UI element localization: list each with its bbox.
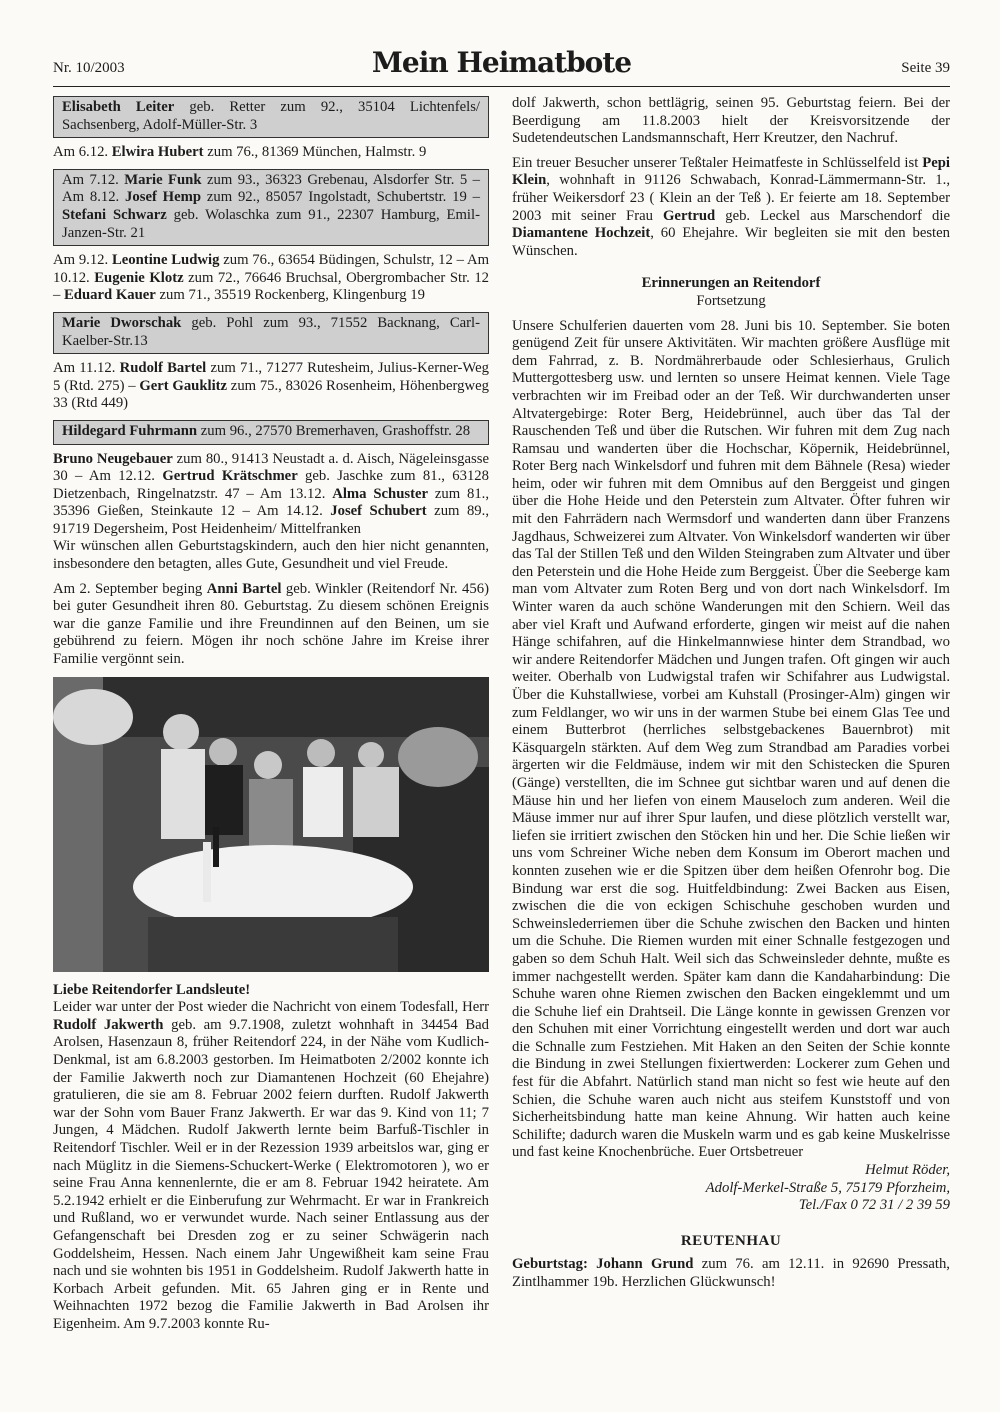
birthday-entry: Am 9.12. Leontine Ludwig zum 76., 63654 Büdingen, Schulstr, 12 – Am 10.12. Eugenie Klotz zum 72., 76646 Bruchsal, Obergrombacher Str. 12 – Eduard Kauer zum 71., 35519 Rockenberg, Klingenburg 19 [53,252,490,304]
family-photo [53,677,489,972]
anniversary-paragraph: Am 2. September beging Anni Bartel geb. Winkler (Reitendorf Nr. 456) bei guter Gesundheit ihren 80. Geburtstag. Zu diesem schönen Ereignis war die ganze Familie und ihre Freundinnen auf den Beinen, um sie gebührend zu feiern. Mögen ihr noch schöne Jahre im Kreise ihrer Familie vergönnt sein. [53,580,489,668]
article-subtitle: Fortsetzung [696,292,766,309]
wishes-paragraph: Wir wünschen allen Geburtstagskindern, auch den hier nicht genannten, insbesondere den betagten, alles Gute, Gesundheit und viel Freude. [53,538,489,573]
signature-phone: Tel./Fax 0 72 31 / 2 39 59 [798,1197,950,1214]
signature-address: Adolf-Merkel-Straße 5, 75179 Pforzheim, [705,1179,950,1196]
page-header [53,46,950,88]
signature-name: Helmut Röder, [865,1162,950,1179]
birthday-entry: Am 11.12. Rudolf Bartel zum 71., 71277 Rutesheim, Julius-Kerner-Weg 5 (Rtd. 275) – Gert Gauklitz zum 75., 83026 Rosenheim, Höhenbergweg 33 (Rtd 449) [53,360,489,412]
obituary-paragraph: Leider war unter der Post wieder die Nachricht von einem Todesfall, Herr Rudolf Jakwerth geb. am 9.7.1908, zuletzt wohnhaft in 34454 Bad Arolsen, Hasenzaun 8, früher Reitendorf 224, in der Nähe vom Kudlich-Denkmal, ist am 6.8.2003 gestorben. Im Heimatboten 2/2002 konnte ich der Familie Jakwerth noch zur Diamantenen Hochzeit (60 Ehejahre) gratulieren, die sie am 8. Februar 2002 feiern durften. Rudolf Jakwerth war der Sohn vom Bauer Franz Jakwerth. Er war das 9. Kind von 11; 7 Jungen, 4 Mädchen. Rudolf Jakwerth lernte beim Barfuß-Tischler in Reitendorf Tischler. Weil er in der Rezession 1939 arbeitslos war, ging er nach Müglitz in die Siemens-Schuckert-Werke ( Elektromotoren ), wo er seine Frau Anna kennenlernte, die er am 8. Februar 1942 heiratete. Am 5.2.1942 erhielt er die Einberufung zur Wehrmacht. Er war in Frankreich und Rußland, wo er verwundet wurde. Nach seiner Entlassung aus der Gefangenschaft bei Dresden zog er zu seiner Schwägerin nach Goddelsheim, Hessen. Nach einem Jahr Ungewißheit kam seine Frau nach und sie wohnten bis 1951 in Goddelsheim. Rudolf Jakwerth hatte in Korbach Arbeit gefunden. Mit. 65 Jahren ging er in Rente und Weihnachten 1972 bezog die Familie Jakwerth in Bad Arolsen ihr Eigenheim. Am 9.7.2003 konnte Ru- [53,999,489,1332]
article-title: Erinnerungen an Reitendorf [641,275,821,292]
page-number: Seite 39 [901,60,950,76]
birthday-entry: Bruno Neugebauer zum 80., 91413 Neustadt a. d. Aisch, Nägeleinsgasse 30 – Am 12.12. Gertrud Krätschmer geb. Jaschke zum 81., 63128 Dietzenbach, Ringelnatzstr. 47 – Am 13.12. Alma Schuster zum 81., 35396 Gießen, Steinkaute 12 – Am 14.12. Josef Schubert zum 89., 91719 Degersheim, Post Heidenheim/ Mittelfranken [53,450,490,537]
section-heading: REUTENHAU [680,1232,782,1249]
greeting-heading: Liebe Reitendorfer Landsleute! [53,981,251,998]
header-rule [53,86,950,87]
birthday-box: Elisabeth Leiter geb. Retter zum 92., 35104 Lichtenfels/ Sachsenberg, Adolf-Müller-Str. 3 [53,96,489,138]
left-column [53,96,489,1341]
issue-number: Nr. 10/2003 [53,60,125,76]
diamond-wedding-paragraph: Ein treuer Besucher unserer Teßtaler Heimatfeste in Schlüsselfeld ist Pepi Klein, wohnhaft in 91126 Schwabach, Konrad-Lämmermann-Str. 1., früher Weikersdorf 23 ( Klein an der Teß ). Er feierte am 18. September 2003 mit seiner Frau Gertrud geb. Leckel aus Marschendorf die Diamantene Hochzeit, 60 Ehejahre. Wir begleiten sie mit den besten Wünschen. [512,154,951,259]
birthday-entry: Geburtstag: Johann Grund zum 76. am 12.11. in 92690 Pressath, Zintlhammer 19b. Herzlichen Glückwunsch! [512,1256,950,1290]
right-column [512,95,950,1299]
obituary-continued: dolf Jakwerth, schon bettlägrig, seinen 95. Geburtstag feiern. Bei der Beerdigung am 11.8.2003 hielt der Kreisvorsitzende der Sudetendeutschen Landsmannschaft, Herr Kreutzer, den Nachruf. [512,95,950,147]
birthday-box: Marie Dworschak geb. Pohl zum 93., 71552 Backnang, Carl-Kaelber-Str.13 [53,312,489,354]
birthday-box: Am 7.12. Marie Funk zum 93., 36323 Grebenau, Alsdorfer Str. 5 – Am 8.12. Josef Hemp zum 92., 85057 Ingolstadt, Schubertstr. 19 – Stefani Schwarz geb. Wolaschka zum 91., 22307 Hamburg, Emil-Janzen-Str. 21 [53,169,489,246]
article-body: Unsere Schulferien dauerten vom 28. Juni bis 10. September. Sie boten genügend Zeit für unsere Aktivitäten. Wir machten größere Ausflüge mit dem Fahrrad, z. B. Nordmährerbaude oder Schlesierhaus, Grulich Muttergottesberg usw. und lernten so unsere Heimat kennen. Viele Tage verbrachten wir im Freibad oder an der Teß. Wir durchwanderten unser Altvatergebirge: Roter Berg, Heidebrünnel, auch über das Tal der Rauschenden Teß und über die Rutschen. Wir fuhren mit dem Zug nach Ramsau und wanderten über die Hochschar, Köpernik, Heidebrünnel, Roter Berg nach Winkelsdorf und fuhren mit dem Bähnele (Resa) wieder heim, oder wir fuhren mit dem Omnibus auf den Berggeist und gingen über die Hohe Heide und den Peterstein zum Altvater. Öfter fuhren wir mit den Fahrrädern nach Wermsdorf und wanderten dann über Franzens Jagdhaus, Schweizerei zum Altvater. Von Winkelsdorf wanderten wir über das Tal der Stillen Teß und den Wilden Steingraben zum Altvater und über den Peterstein und die Hohe Heide zum Berggeist. Über die Seeberge kam man vom Altvater zum Roten Berg und von dort nach Winkelsdorf. Im Winter waren da auch schöne Wanderungen mit den Schiern. Weil das aber viel Kraft und Aufwand erforderte, gingen wir meist auf die nahen Hänge schifahren, auf die Hinkelmannwiese hinter dem Strandbad, wo wir andere Reitendorfer Mädchen und Jungen trafen. Oft gingen wir auch weiter. Oberhalb von Ludwigstal trafen wir Schifahrer aus Ludwigstal. Über die Kuhstallwiese, vorbei am Kuhstall (Prosinger-Alm) gingen wir zum Feldlanger, wo wir uns in der warmen Stube bei einem Glas Tee und einem Butterbrot (herrliches selbstgebackenes Bauernbrot) mit Käsquargeln stärkten. Auf dem Weg zum Strandbad am Paradies vorbei ärgerten wir die Feldmäuse, indem wir mit den Schistecken die Spuren (Gänge) verstellten, die im Schnee gut sichtbar waren und auf denen die Mäuse hin und her liefen von einem Mauseloch zum anderen. Weil die Mäuse immer nur auf ihrer Spur laufen, und diese plötzlich verstellt war, liefen sie irritiert zwischen den Stöcken hin und her. Die Schie ließen wir uns vom Schreiner Wiche neben dem Konsum im Oberort machen und konnten zusehen wie er die Spitzen über dem heißen Ofenrohr bog. Die Bindung war erst die sog. Huitfeldbindung: Zwei Backen aus Eisen, zwischen die die von eckigen Schischuhe geschoben wurden und Schweinslederriemen über die Schuhe zwischen den Backen und hinten um die Schuhe. Die Riemen wurden mit einer Schnalle festgezogen und gaben so dem Schuh Halt. Weil sich das Schweinsleder dehnte, mußte es immer nachgestellt werden. Später kam dann die Kandaharbindung: Die Schuhe waren ohne Riemen zwischen den Backen eingeklemmt und um die Schuhe lief ein Drahtseil. Die Länge konnte in gewissen Grenzen vor den Schuhen mit einer Vorrichtung eingestellt werden und dort war auch die Schnalle zum Festziehen. Mit Haken an den Seiten der Schie konnte die Bindung in zwei Stellungen fixiertwerden: Lockerer zum Gehen und fest für die Abfahrt. Natürlich stand man nicht so fest wie heute auf den Schien, die Schuhe waren auch nicht aus steifem Kunststoff und von Sicherheitsbindung hatte man keine Ahnung. Wir hatten auch keine Schilifte; dadurch waren die Muskeln warm und es gab keine Muskelrisse und fast keine Knochenbrüche. Euer Ortsbetreuer [512,317,950,1161]
masthead-logo: Mein Heimatbote [371,46,632,79]
birthday-box: Hildegard Fuhrmann zum 96., 27570 Bremerhaven, Grashoffstr. 28 [53,420,489,445]
birthday-entry: Am 6.12. Elwira Hubert zum 76., 81369 München, Halmstr. 9 [53,144,427,161]
